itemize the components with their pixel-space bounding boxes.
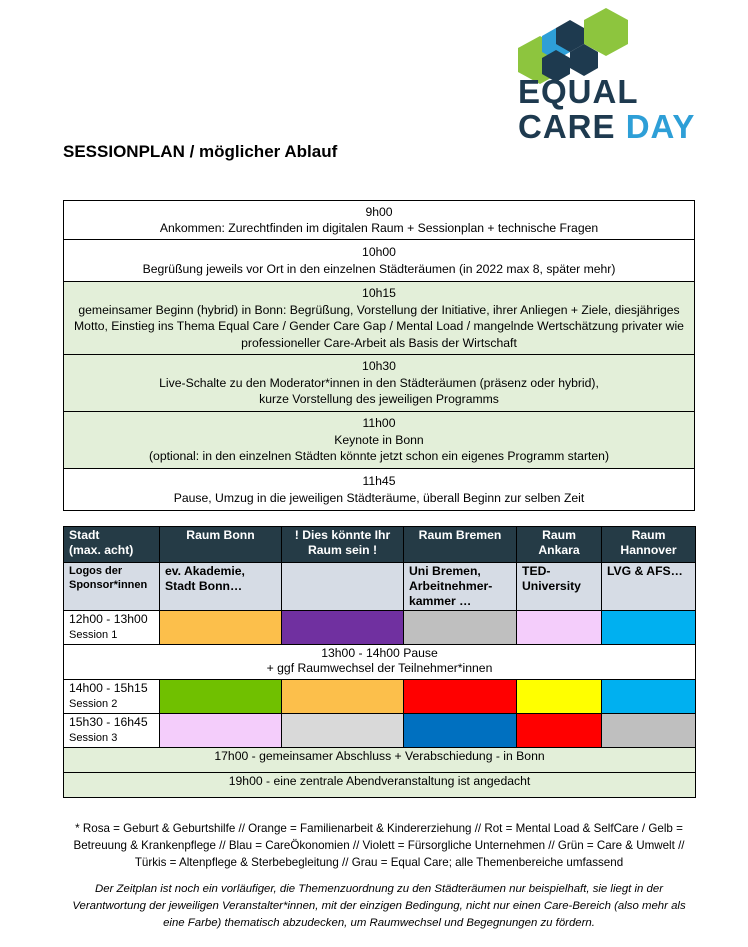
session-1-bremen-color: [404, 611, 517, 645]
logo-text-care: CARE: [518, 108, 616, 145]
session-3-placeholder-color: [282, 714, 404, 748]
pause-row: [64, 645, 696, 680]
session-2-hannover-color: [602, 680, 696, 714]
session-2-time: 14h00 - 15h15 Session 2: [64, 680, 160, 714]
sponsor-bremen: Uni Bremen, Arbeitnehmer- kammer …: [404, 563, 517, 611]
header-room-hannover: Raum Hannover: [602, 527, 696, 563]
header-room-bremen: Raum Bremen: [404, 527, 517, 563]
session-3-bonn-color: [160, 714, 282, 748]
schedule-row-1000: [64, 240, 695, 282]
closing-cell: 17h00 - gemeinsamer Abschluss + Verabschiedung - in Bonn: [64, 748, 696, 773]
schedule-row-1100: [64, 412, 695, 469]
session-3-time: 15h30 - 16h45 Session 3: [64, 714, 160, 748]
evening-row: [64, 773, 696, 798]
session-2-ankara-color: [517, 680, 602, 714]
evening-cell: 19h00 - eine zentrale Abendveranstaltung ist angedacht: [64, 773, 696, 798]
disclaimer-line: Verantwortung der jeweiligen Veranstalter*innen, mit der einzigen Bedingung, nicht nur einen Care-Bereich (also mehr als: [72, 900, 686, 912]
sponsor-bonn: ev. Akademie, Stadt Bonn…: [160, 563, 282, 611]
session-3-bremen-color: [404, 714, 517, 748]
session-3-hannover-color: [602, 714, 696, 748]
session-3-row: [64, 714, 696, 748]
schedule-time: 10h00: [362, 245, 396, 259]
schedule-time: 10h30: [362, 359, 396, 374]
session-2-bonn-color: [160, 680, 282, 714]
schedule-text: gemeinsamer Beginn (hybrid) in Bonn: Begrüßung, Vorstellung der Initiative, ihrer Anliegen + Ziele, diesjähriges: [78, 302, 680, 317]
schedule-text: Ankommen: Zurechtfinden im digitalen Raum + Sessionplan + technische Fragen: [159, 221, 599, 235]
header-city: Stadt (max. acht): [64, 527, 160, 563]
schedule-time: 11h45: [362, 474, 396, 488]
session-1-row: [64, 611, 696, 645]
session-2-placeholder-color: [282, 680, 404, 714]
disclaimer-line: Der Zeitplan ist noch ein vorläufiger, die Themenzuordnung zu den Städteräumen nur beispielhaft, sie liegt in der: [95, 883, 663, 895]
page-title: SESSIONPLAN / möglicher Ablauf: [63, 142, 338, 161]
session-1-bonn-color: [160, 611, 282, 645]
closing-row: [64, 748, 696, 773]
color-legend-footnote: [63, 820, 695, 871]
schedule-time: 10h15: [362, 286, 396, 300]
schedule-text: (optional: in den einzelnen Städten könnte jetzt schon ein eigenes Programm starten): [148, 449, 610, 464]
header-room-bonn: Raum Bonn: [160, 527, 282, 563]
sponsor-placeholder: [282, 563, 404, 611]
schedule-text: Begrüßung jeweils vor Ort in den einzelnen Städteräumen (in 2022 max 8, später mehr): [142, 261, 616, 276]
grid-header-row: [64, 527, 696, 563]
pause-cell: 13h00 - 14h00 Pause + ggf Raumwechsel der Teilnehmer*innen: [64, 645, 696, 680]
schedule-row-1145: [64, 469, 695, 511]
schedule-text: Keynote in Bonn: [334, 432, 424, 447]
header-room-ankara: Raum Ankara: [517, 527, 602, 563]
schedule-text: Pause, Umzug in die jeweiligen Städteräume, überall Beginn zur selben Zeit: [173, 490, 585, 505]
session-1-ankara-color: [517, 611, 602, 645]
session-3-ankara-color: [517, 714, 602, 748]
session-grid-table: [63, 526, 696, 798]
logo-text-care-day: [518, 108, 695, 146]
schedule-row-1015: [64, 282, 695, 355]
logo-text-day: DAY: [625, 108, 696, 145]
schedule-text: kurze Vorstellung des jeweiligen Programms: [259, 392, 499, 407]
schedule-text: Motto, Einstieg ins Thema Equal Care / Gender Care Gap / Mental Load / mangelnde Wertschätzung privater wie: [74, 319, 684, 333]
disclaimer-line: eine Farbe) thematisch abzudecken, um Raumwechsel und Begegnungen zu fördern.: [163, 917, 595, 929]
schedule-row-1030: [64, 355, 695, 412]
schedule-row-0900: [64, 201, 695, 240]
morning-schedule-table: [63, 200, 695, 511]
footnote-line: * Rosa = Geburt & Geburtshilfe // Orange = Familienarbeit & Kindererziehung // Rot = Mental Load & SelfCare / Gelb =: [75, 822, 683, 835]
sponsor-label: Logos der Sponsor*innen: [64, 563, 160, 611]
schedule-text: Live-Schalte zu den Moderator*innen in den Städteräumen (präsenz oder hybrid),: [159, 375, 599, 390]
session-1-hannover-color: [602, 611, 696, 645]
sponsor-hannover: LVG & AFS…: [602, 563, 696, 611]
session-2-row: [64, 680, 696, 714]
sponsor-ankara: TED- University: [517, 563, 602, 611]
schedule-time: 9h00: [365, 204, 393, 219]
footnote-line: Betreuung & Krankenpflege // Blau = CareÖkonomien // Violett = Fürsorgliche Unternehmen // Grün = Care & Umwelt //: [73, 839, 685, 852]
disclaimer: [63, 881, 695, 932]
schedule-time: 11h00: [362, 416, 396, 431]
logo-text-equal: EQUAL: [518, 73, 639, 110]
session-1-time: 12h00 - 13h00 Session 1: [64, 611, 160, 645]
session-1-placeholder-color: [282, 611, 404, 645]
session-2-bremen-color: [404, 680, 517, 714]
header-room-placeholder: ! Dies könnte Ihr Raum sein !: [282, 527, 404, 563]
schedule-text: professioneller Care-Arbeit als Basis der Wirtschaft: [241, 335, 517, 350]
footnote-line: Türkis = Altenpflege & Sterbebegleitung // Grau = Equal Care; alle Themenbereiche umfassend: [134, 856, 624, 869]
sponsor-row: [64, 563, 696, 611]
